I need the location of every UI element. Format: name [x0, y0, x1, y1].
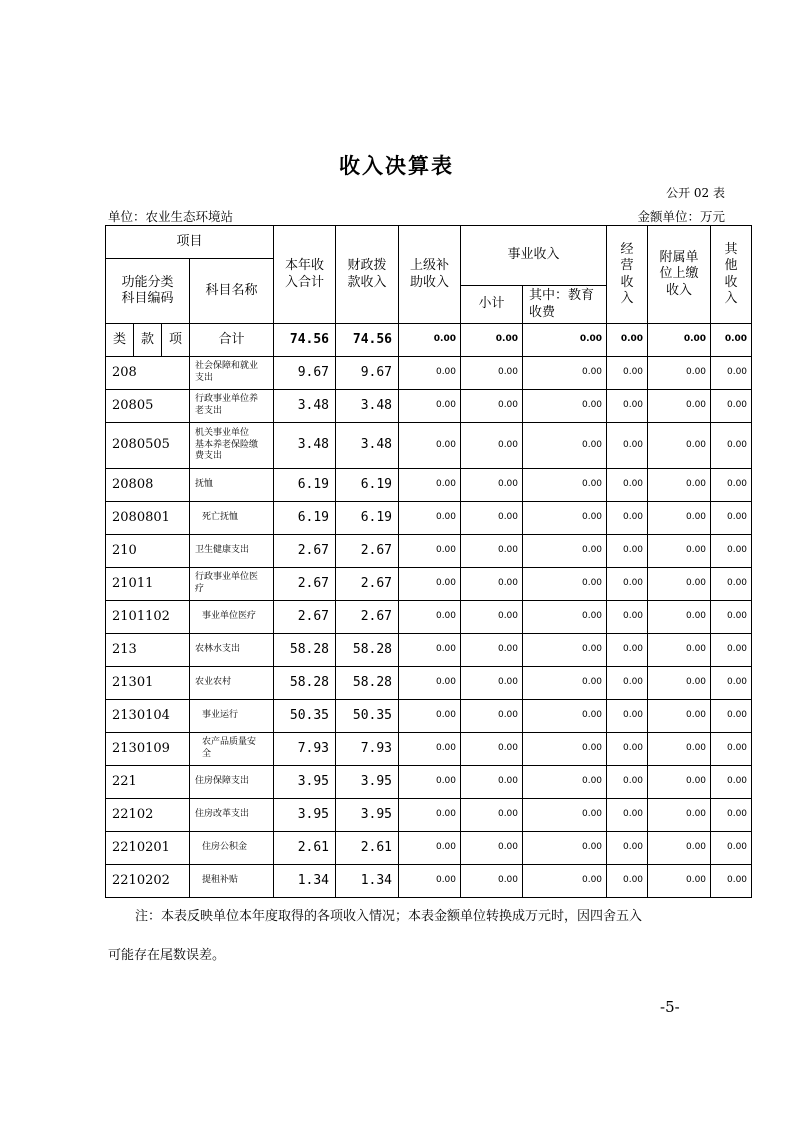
row-edu: 0.00: [523, 766, 607, 799]
header-edu: 其中：教育 收费: [523, 286, 607, 324]
row-edu: 0.00: [523, 601, 607, 634]
row-operating: 0.00: [607, 502, 648, 535]
row-fiscal: 2.67: [336, 601, 399, 634]
row-subtotal: 0.00: [461, 700, 523, 733]
subject-name-line: 农林水支出: [195, 644, 241, 655]
row-operating: 0.00: [607, 568, 648, 601]
subject-name-line: 死亡抚恤: [202, 512, 239, 523]
table-row: [106, 502, 752, 535]
row-subtotal: 0.00: [461, 568, 523, 601]
header-project: 项目: [106, 226, 274, 259]
subject-name-line: 全: [202, 749, 212, 759]
header-lei: 类: [106, 324, 134, 357]
row-code: 2130109: [106, 733, 190, 766]
row-upper: 0.00: [399, 601, 461, 634]
row-affiliated: 0.00: [648, 601, 711, 634]
row-total: 3.48: [274, 390, 336, 423]
row-edu: 0.00: [523, 700, 607, 733]
header-kuan: 款: [134, 324, 162, 357]
row-subject-name: [190, 469, 274, 502]
row-subject-name: [190, 733, 274, 766]
row-affiliated: 0.00: [648, 733, 711, 766]
row-subtotal: 0.00: [461, 634, 523, 667]
total-other: 0.00: [711, 324, 752, 357]
row-upper: 0.00: [399, 799, 461, 832]
subject-name-line: 疗: [195, 584, 205, 594]
row-code: 22102: [106, 799, 190, 832]
form-number: 公开 02 表: [666, 186, 725, 200]
page-number: -5-: [660, 998, 680, 1016]
row-upper: 0.00: [399, 390, 461, 423]
header-xiang: 项: [162, 324, 190, 357]
table-row: [106, 832, 752, 865]
row-code: 208: [106, 357, 190, 390]
row-total: 9.67: [274, 357, 336, 390]
row-other: 0.00: [711, 390, 752, 423]
row-upper: 0.00: [399, 667, 461, 700]
row-subject-name: [190, 535, 274, 568]
subject-name-line: 住房公积金: [202, 842, 248, 853]
row-other: 0.00: [711, 832, 752, 865]
row-edu: 0.00: [523, 865, 607, 898]
row-edu: 0.00: [523, 390, 607, 423]
row-edu: 0.00: [523, 832, 607, 865]
money-unit-label: 金额单位：万元: [637, 209, 725, 224]
subject-name-line: 支出: [195, 373, 214, 383]
subject-name-line: 行政事业单位养: [195, 394, 259, 405]
subject-name-line: 提租补贴: [202, 875, 239, 886]
row-edu: 0.00: [523, 535, 607, 568]
row-subtotal: 0.00: [461, 535, 523, 568]
header-other: 其 他 收 入: [711, 226, 752, 324]
row-subtotal: 0.00: [461, 832, 523, 865]
income-table: [105, 225, 752, 898]
row-upper: 0.00: [399, 502, 461, 535]
unit-label: 单位：农业生态环境站: [108, 209, 234, 224]
note-line-2: 可能存在尾数误差。: [108, 948, 226, 963]
row-subject-name: [190, 568, 274, 601]
row-operating: 0.00: [607, 700, 648, 733]
row-code: 210: [106, 535, 190, 568]
row-upper: 0.00: [399, 832, 461, 865]
row-subtotal: 0.00: [461, 390, 523, 423]
row-code: 20808: [106, 469, 190, 502]
row-other: 0.00: [711, 799, 752, 832]
row-fiscal: 2.61: [336, 832, 399, 865]
row-affiliated: 0.00: [648, 423, 711, 469]
row-operating: 0.00: [607, 535, 648, 568]
row-subject-name: [190, 390, 274, 423]
table-row: [106, 601, 752, 634]
row-code: 21301: [106, 667, 190, 700]
table-row: [106, 733, 752, 766]
table-row: [106, 357, 752, 390]
row-subtotal: 0.00: [461, 601, 523, 634]
row-operating: 0.00: [607, 601, 648, 634]
row-other: 0.00: [711, 469, 752, 502]
subject-name-line: 抚恤: [195, 479, 214, 490]
row-subject-name: [190, 799, 274, 832]
row-subtotal: 0.00: [461, 733, 523, 766]
header-subject-name: 科目名称: [190, 259, 274, 324]
row-code: 2210202: [106, 865, 190, 898]
row-code: 21011: [106, 568, 190, 601]
row-subtotal: 0.00: [461, 423, 523, 469]
row-affiliated: 0.00: [648, 865, 711, 898]
row-operating: 0.00: [607, 634, 648, 667]
row-total: 2.67: [274, 568, 336, 601]
row-fiscal: 7.93: [336, 733, 399, 766]
row-upper: 0.00: [399, 568, 461, 601]
row-fiscal: 3.48: [336, 390, 399, 423]
total-fiscal: 74.56: [336, 324, 399, 357]
row-upper: 0.00: [399, 535, 461, 568]
row-edu: 0.00: [523, 667, 607, 700]
row-fiscal: 9.67: [336, 357, 399, 390]
row-total: 3.48: [274, 423, 336, 469]
row-affiliated: 0.00: [648, 667, 711, 700]
subject-name-line: 事业运行: [202, 710, 239, 721]
row-code: 2080801: [106, 502, 190, 535]
row-total: 1.34: [274, 865, 336, 898]
row-operating: 0.00: [607, 469, 648, 502]
subject-name-line: 农业农村: [195, 677, 232, 688]
row-affiliated: 0.00: [648, 700, 711, 733]
table-row: [106, 390, 752, 423]
row-edu: 0.00: [523, 502, 607, 535]
header-total: 本年收 入合计: [274, 226, 336, 324]
subject-name-line: 老支出: [195, 406, 223, 416]
total-label: 合计: [190, 324, 274, 357]
total-edu: 0.00: [523, 324, 607, 357]
row-total: 7.93: [274, 733, 336, 766]
row-affiliated: 0.00: [648, 390, 711, 423]
table-row: [106, 535, 752, 568]
total-subtotal: 0.00: [461, 324, 523, 357]
row-operating: 0.00: [607, 766, 648, 799]
row-affiliated: 0.00: [648, 832, 711, 865]
row-other: 0.00: [711, 568, 752, 601]
row-upper: 0.00: [399, 357, 461, 390]
row-total: 3.95: [274, 799, 336, 832]
total-income: 74.56: [274, 324, 336, 357]
row-operating: 0.00: [607, 357, 648, 390]
row-subtotal: 0.00: [461, 865, 523, 898]
row-subject-name: [190, 766, 274, 799]
note-line-1: 注：本表反映单位本年度取得的各项收入情况；本表金额单位转换成万元时，因四舍五入: [135, 909, 643, 924]
row-code: 221: [106, 766, 190, 799]
row-upper: 0.00: [399, 634, 461, 667]
row-code: 213: [106, 634, 190, 667]
row-other: 0.00: [711, 423, 752, 469]
row-upper: 0.00: [399, 469, 461, 502]
row-total: 58.28: [274, 634, 336, 667]
table-row: [106, 634, 752, 667]
row-fiscal: 2.67: [336, 568, 399, 601]
row-total: 50.35: [274, 700, 336, 733]
table-row: [106, 766, 752, 799]
row-subject-name: [190, 700, 274, 733]
row-upper: 0.00: [399, 733, 461, 766]
row-affiliated: 0.00: [648, 634, 711, 667]
row-edu: 0.00: [523, 568, 607, 601]
row-edu: 0.00: [523, 733, 607, 766]
row-fiscal: 1.34: [336, 865, 399, 898]
row-other: 0.00: [711, 601, 752, 634]
row-upper: 0.00: [399, 766, 461, 799]
total-affiliated: 0.00: [648, 324, 711, 357]
row-other: 0.00: [711, 634, 752, 667]
row-operating: 0.00: [607, 423, 648, 469]
row-fiscal: 3.95: [336, 799, 399, 832]
row-operating: 0.00: [607, 865, 648, 898]
row-subtotal: 0.00: [461, 667, 523, 700]
row-fiscal: 3.48: [336, 423, 399, 469]
row-operating: 0.00: [607, 733, 648, 766]
table-row: [106, 667, 752, 700]
row-subtotal: 0.00: [461, 357, 523, 390]
row-subtotal: 0.00: [461, 469, 523, 502]
row-edu: 0.00: [523, 799, 607, 832]
header-business: 事业收入: [461, 226, 607, 286]
row-fiscal: 6.19: [336, 469, 399, 502]
table-row: [106, 700, 752, 733]
row-affiliated: 0.00: [648, 799, 711, 832]
table-row: [106, 469, 752, 502]
row-edu: 0.00: [523, 423, 607, 469]
row-code: 2101102: [106, 601, 190, 634]
subject-name-line: 行政事业单位医: [195, 572, 259, 583]
row-subject-name: [190, 865, 274, 898]
subject-name-line: 费支出: [195, 451, 223, 462]
row-affiliated: 0.00: [648, 357, 711, 390]
header-subtotal: 小计: [461, 286, 523, 324]
row-operating: 0.00: [607, 832, 648, 865]
total-operating: 0.00: [607, 324, 648, 357]
table-row: [106, 865, 752, 898]
row-edu: 0.00: [523, 634, 607, 667]
row-code: 2210201: [106, 832, 190, 865]
row-subject-name: [190, 634, 274, 667]
row-fiscal: 58.28: [336, 634, 399, 667]
total-upper: 0.00: [399, 324, 461, 357]
row-total: 6.19: [274, 502, 336, 535]
subject-name-line: 事业单位医疗: [202, 611, 257, 622]
subject-name-line: 住房改革支出: [195, 809, 250, 820]
row-other: 0.00: [711, 357, 752, 390]
row-fiscal: 6.19: [336, 502, 399, 535]
row-operating: 0.00: [607, 667, 648, 700]
row-operating: 0.00: [607, 390, 648, 423]
header-affiliated: 附属单 位上缴 收入: [648, 226, 711, 324]
subject-name-line: 农产品质量安: [202, 737, 257, 748]
row-code: 20805: [106, 390, 190, 423]
table-row: [106, 799, 752, 832]
row-subtotal: 0.00: [461, 766, 523, 799]
row-fiscal: 58.28: [336, 667, 399, 700]
row-affiliated: 0.00: [648, 469, 711, 502]
header-operating: 经 营 收 入: [607, 226, 648, 324]
row-affiliated: 0.00: [648, 535, 711, 568]
subject-name-line: 基本养老保险缴: [195, 439, 259, 450]
row-operating: 0.00: [607, 799, 648, 832]
page-title: 收入决算表: [339, 153, 454, 178]
row-edu: 0.00: [523, 357, 607, 390]
row-fiscal: 50.35: [336, 700, 399, 733]
row-edu: 0.00: [523, 469, 607, 502]
row-upper: 0.00: [399, 700, 461, 733]
row-other: 0.00: [711, 733, 752, 766]
row-subject-name: [190, 423, 274, 469]
row-affiliated: 0.00: [648, 766, 711, 799]
subject-name-line: 住房保障支出: [195, 776, 250, 787]
subject-name-line: 卫生健康支出: [195, 545, 250, 556]
row-total: 58.28: [274, 667, 336, 700]
row-other: 0.00: [711, 766, 752, 799]
row-total: 2.67: [274, 535, 336, 568]
header-fiscal: 财政拨 款收入: [336, 226, 399, 324]
row-fiscal: 3.95: [336, 766, 399, 799]
row-total: 2.61: [274, 832, 336, 865]
table-row: [106, 568, 752, 601]
row-subject-name: [190, 357, 274, 390]
row-affiliated: 0.00: [648, 502, 711, 535]
header-upper: 上级补 助收入: [399, 226, 461, 324]
subject-name-line: 社会保障和就业: [195, 361, 259, 372]
row-other: 0.00: [711, 865, 752, 898]
row-total: 6.19: [274, 469, 336, 502]
row-upper: 0.00: [399, 865, 461, 898]
row-subtotal: 0.00: [461, 502, 523, 535]
row-other: 0.00: [711, 502, 752, 535]
header-func-code: 功能分类 科目编码: [106, 259, 190, 324]
table-row: [106, 423, 752, 469]
row-affiliated: 0.00: [648, 568, 711, 601]
row-other: 0.00: [711, 535, 752, 568]
row-code: 2080505: [106, 423, 190, 469]
row-subject-name: [190, 667, 274, 700]
row-upper: 0.00: [399, 423, 461, 469]
row-other: 0.00: [711, 667, 752, 700]
row-subject-name: [190, 601, 274, 634]
row-subtotal: 0.00: [461, 799, 523, 832]
row-total: 2.67: [274, 601, 336, 634]
row-subject-name: [190, 832, 274, 865]
row-code: 2130104: [106, 700, 190, 733]
row-subject-name: [190, 502, 274, 535]
row-fiscal: 2.67: [336, 535, 399, 568]
row-total: 3.95: [274, 766, 336, 799]
subject-name-line: 机关事业单位: [195, 427, 250, 438]
row-other: 0.00: [711, 700, 752, 733]
total-row: [106, 324, 752, 357]
